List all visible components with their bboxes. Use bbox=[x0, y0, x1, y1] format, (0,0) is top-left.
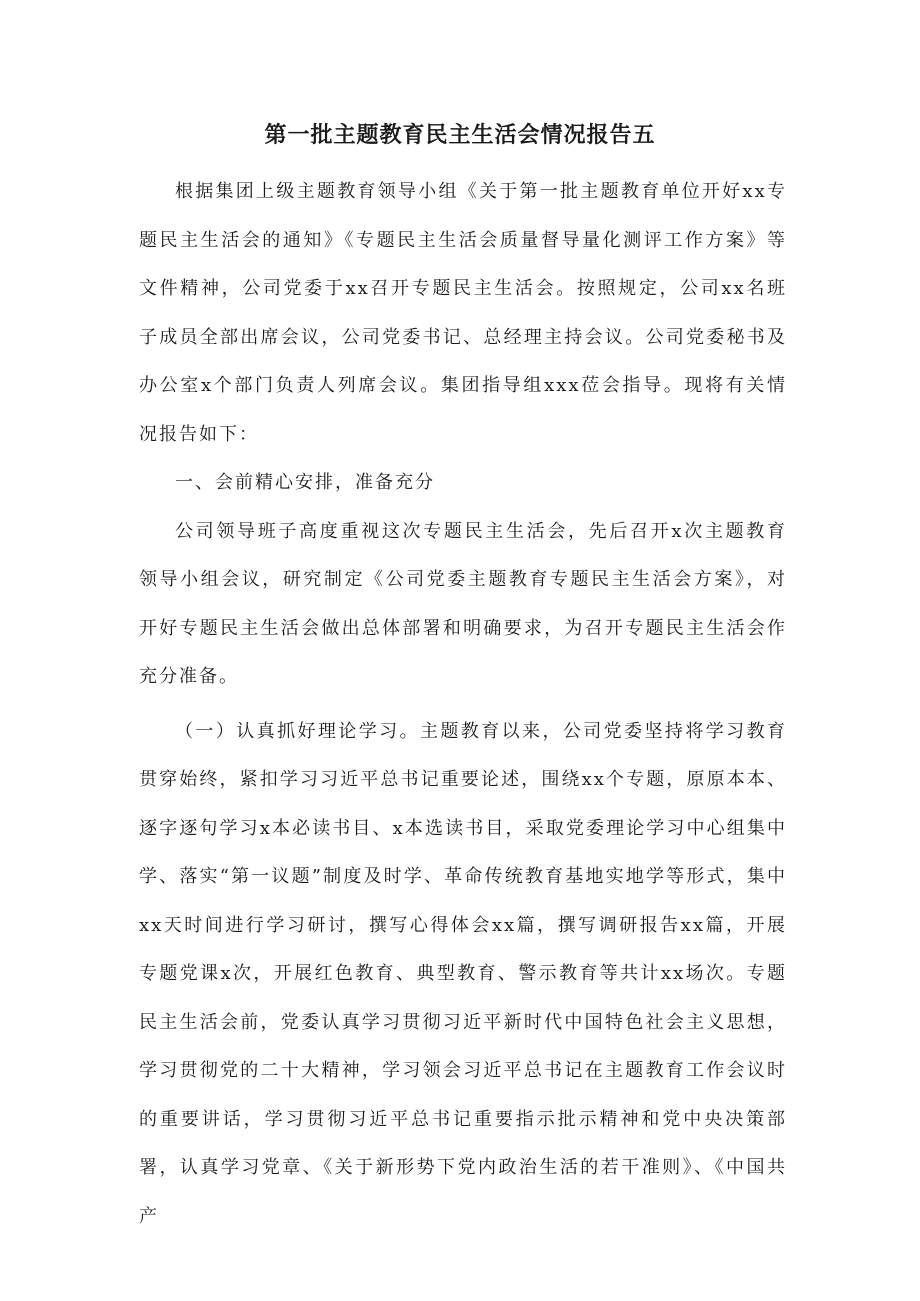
document-title: 第一批主题教育民主生活会情况报告五 bbox=[264, 123, 656, 148]
subsection-1-paragraph: （一）认真抓好理论学习。主题教育以来，公司党委坚持将学习教育贯穿始终，紧扣学习习近平总书记重要论述，围绕xx个专题，原原本本、逐字逐句学习x本必读书目、x本选读书目，采取党委理论学习中心组集中学、落实“第一议题”制度及时学、革命传统教育基地实地学等形式，集中xx天时间进行学习研讨，撰写心得体会xx篇，撰写调研报告xx篇，开展专题党课x次，开展红色教育、典型教育、警示教育等共计xx场次。专题民主生活会前，党委认真学习贯彻习近平新时代中国特色社会主义思想，学习贯彻党的二十大精神，学习领会习近平总书记在主题教育工作会议时的重要讲话，学习贯彻习近平总书记重要指示批示精神和党中央决策部署，认真学习党章、《关于新形势下党内政治生活的若干准则》、《中国共产 bbox=[139, 720, 787, 1227]
section-1-paragraph: 公司领导班子高度重视这次专题民主生活会，先后召开x次主题教育领导小组会议，研究制定《公司党委主题教育专题民主生活会方案》，对开好专题民主生活会做出总体部署和明确要求，为召开专题民主生活会作充分准备。 bbox=[139, 520, 787, 687]
intro-paragraph: 根据集团上级主题教育领导小组《关于第一批主题教育单位开好xx专题民主生活会的通知》《专题民主生活会质量督导量化测评工作方案》等文件精神，公司党委于xx召开专题民主生活会。按照规定，公司xx名班子成员全部出席会议，公司党委书记、总经理主持会议。公司党委秘书及办公室x个部门负责人列席会议。集团指导组xxx莅会指导。现将有关情况报告如下： bbox=[139, 181, 787, 445]
document-body bbox=[139, 168, 787, 1241]
section-heading-1: 一、会前精心安排，准备充分 bbox=[175, 472, 435, 493]
